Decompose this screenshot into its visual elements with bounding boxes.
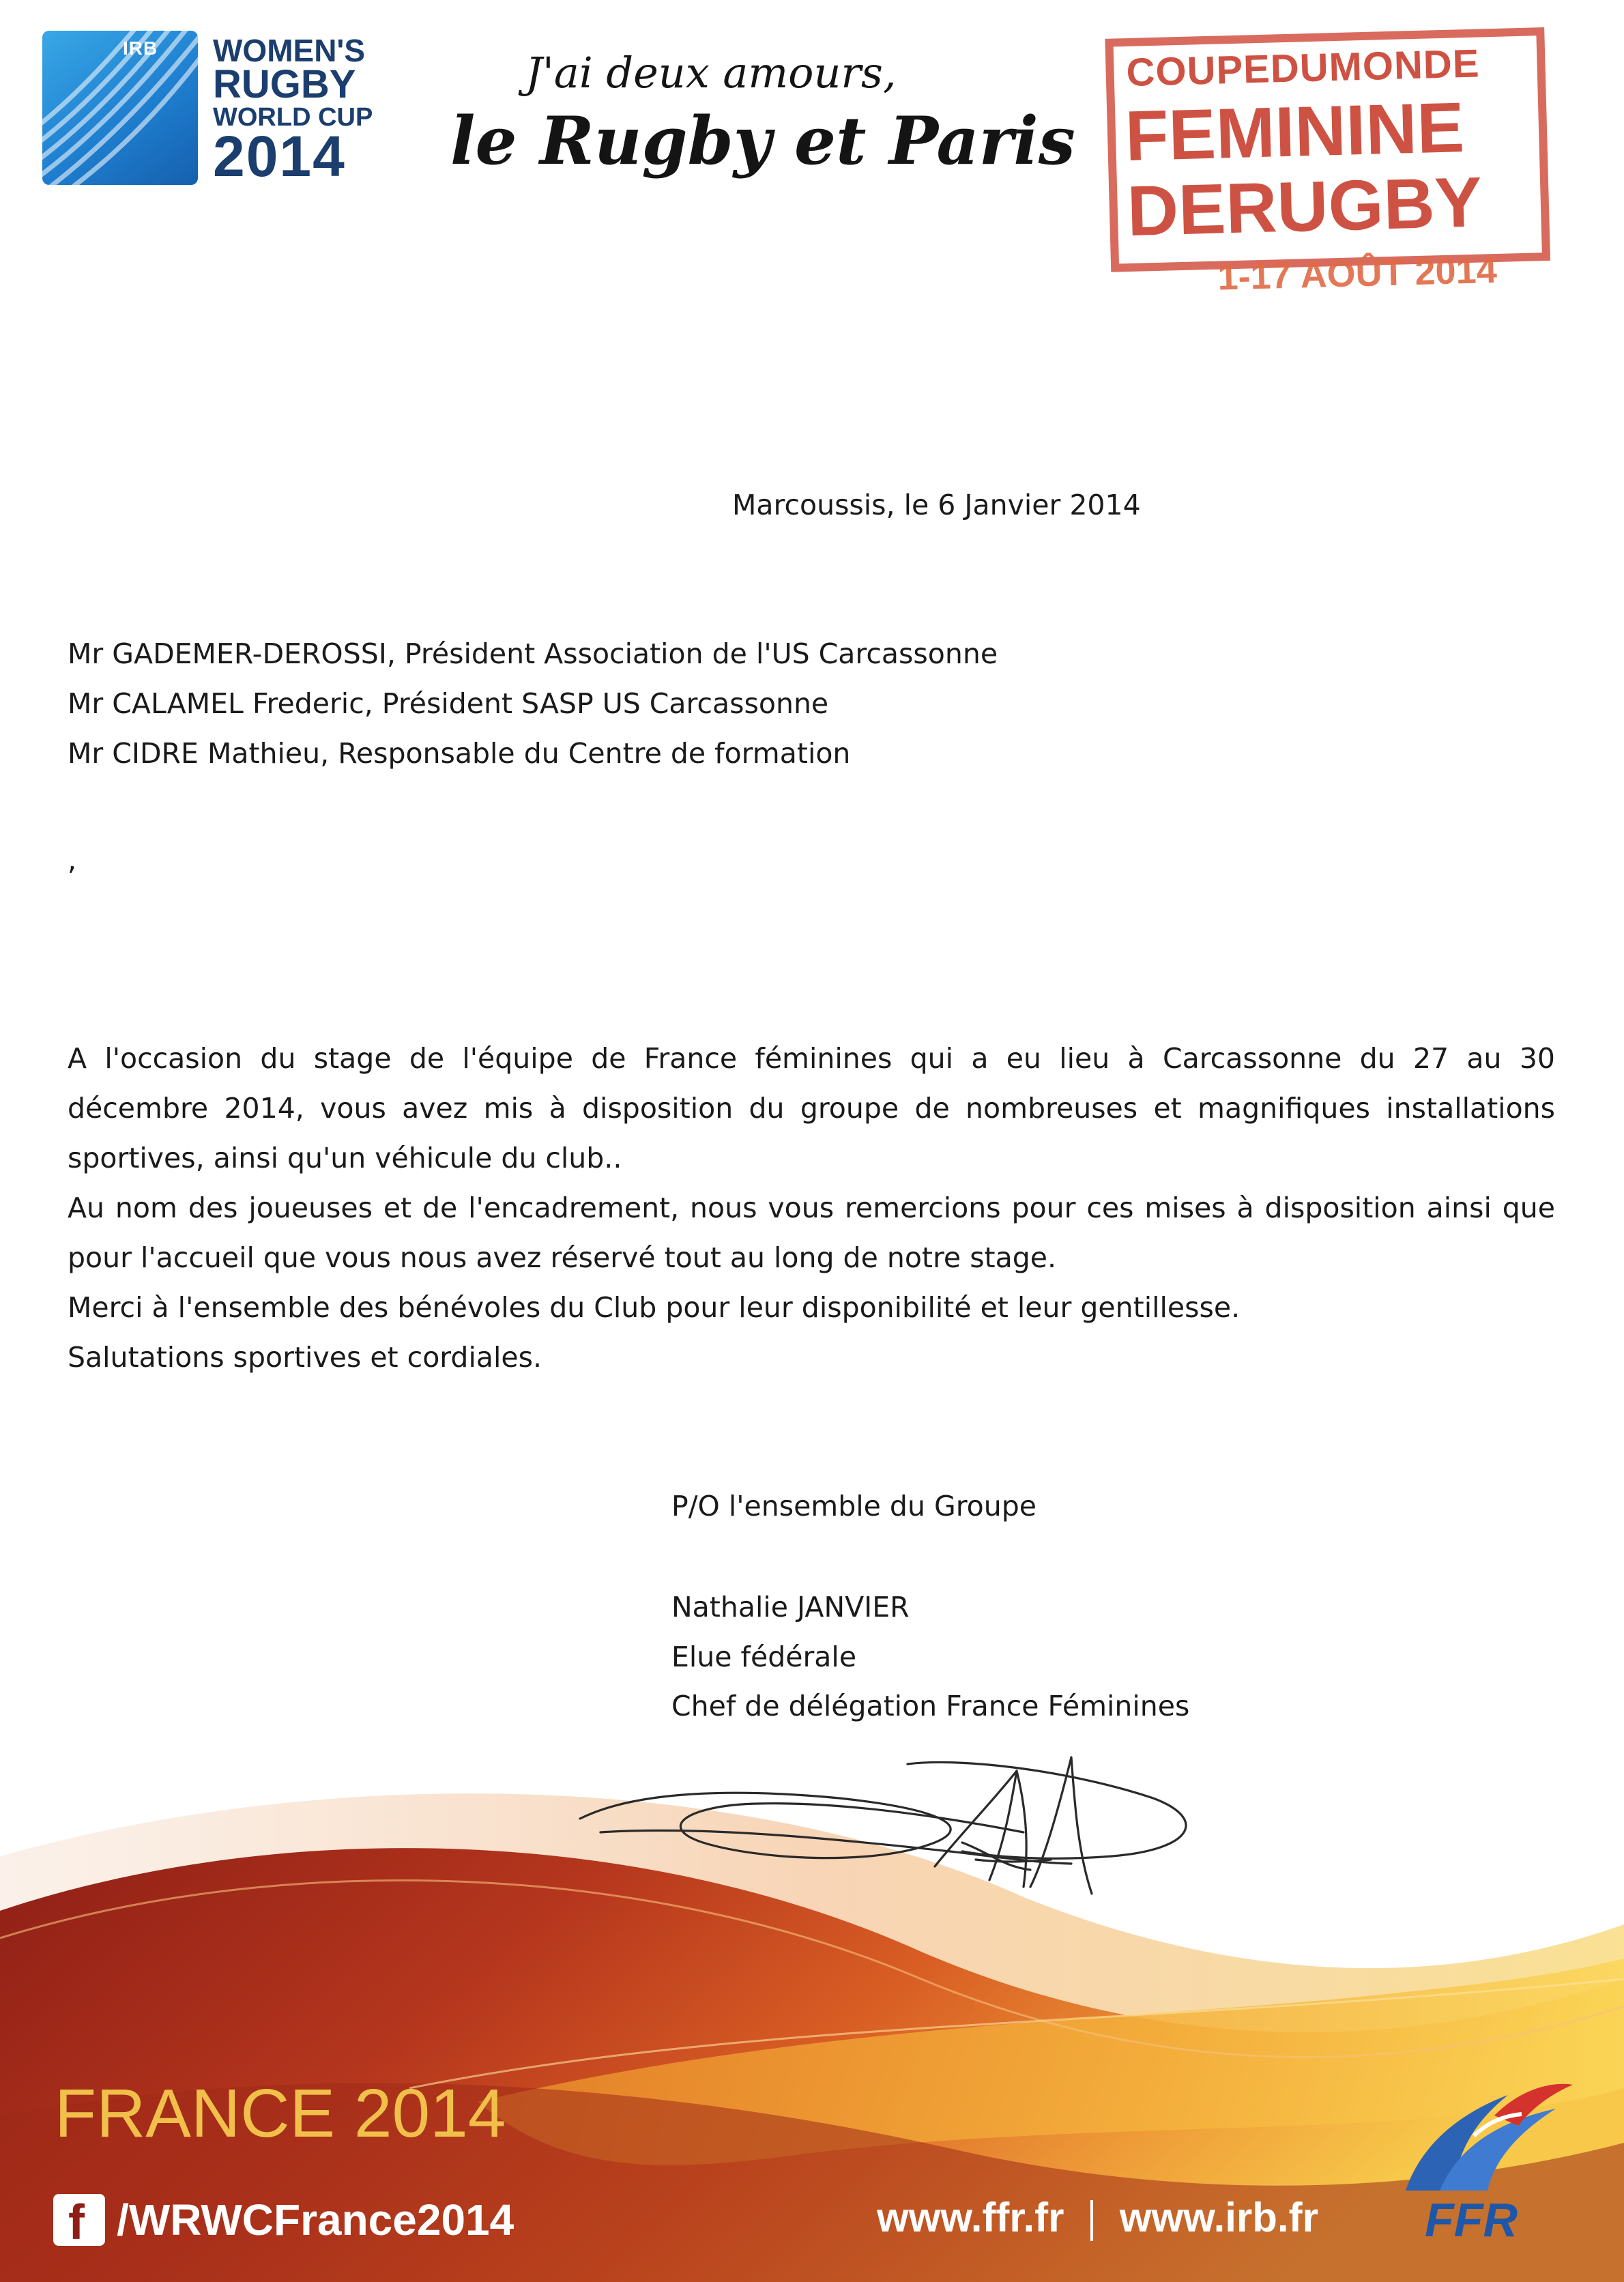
recipient-line: Mr GADEMER-DEROSSI, Président Association de l'US Carcassonne bbox=[68, 637, 998, 670]
body-line: Merci à l'ensemble des bénévoles du Club pour leur disponibilité et leur gentillesse. bbox=[68, 1291, 1241, 1324]
stamp-line-3: DERUGBY bbox=[1126, 162, 1483, 252]
signatory-role: Chef de délégation France Féminines bbox=[671, 1690, 1190, 1722]
irb-logo-line-2: RUGBY bbox=[213, 62, 356, 106]
body-line: pour l'accueil que vous nous avez réservé tout au long de notre stage. bbox=[68, 1241, 1057, 1274]
link-separator bbox=[1090, 2200, 1093, 2241]
body-line: décembre 2014, vous avez mis à disposition du groupe de nombreuses et magnifiques installations bbox=[68, 1092, 1555, 1125]
social-handle: /WRWCFrance2014 bbox=[117, 2195, 514, 2244]
irb-logo-line-1: WOMEN'S bbox=[213, 33, 366, 68]
website-links bbox=[877, 2197, 1318, 2241]
irb-logo-line-4: 2014 bbox=[213, 124, 346, 188]
handwritten-signature bbox=[553, 1723, 1221, 1928]
coupe-du-monde-stamp bbox=[1088, 21, 1586, 298]
body-line: Salutations sportives et cordiales. bbox=[68, 1341, 542, 1374]
stamp-dates: 1-17 AOÛT 2014 bbox=[1217, 249, 1498, 298]
recipient-line: Mr CALAMEL Frederic, Président SASP US Carcassonne bbox=[68, 687, 829, 720]
irb-stripes-graphic bbox=[42, 31, 198, 185]
signatory-title: Elue fédérale bbox=[671, 1641, 857, 1673]
stray-comma: , bbox=[68, 843, 77, 876]
irb-womens-rugby-world-cup-logo bbox=[42, 31, 390, 188]
body-line: Au nom des joueuses et de l'encadrement, nous vous remercions pour ces mises à disposition ainsi que bbox=[68, 1191, 1555, 1224]
slogan bbox=[437, 27, 1075, 205]
ffr-rooster-icon bbox=[1392, 2075, 1576, 2197]
irb-website-link[interactable]: www.irb.fr bbox=[1119, 2195, 1318, 2240]
stamp-line-2: FEMININE bbox=[1124, 88, 1466, 177]
slogan-line-1: J'ai deux amours, bbox=[525, 48, 897, 98]
facebook-icon: f bbox=[53, 2194, 105, 2246]
ffr-website-link[interactable]: www.ffr.fr bbox=[877, 2195, 1064, 2240]
body-line: sportives, ainsi qu'un véhicule du club.. bbox=[68, 1142, 622, 1174]
body-line: A l'occasion du stage de l'équipe de France féminines qui a eu lieu à Carcassonne du 27 au 30 bbox=[68, 1042, 1555, 1075]
stamp-line-1: COUPEDUMONDE bbox=[1125, 41, 1481, 96]
social-link[interactable] bbox=[53, 2194, 514, 2250]
irb-logo-mark bbox=[42, 31, 198, 185]
recipient-line: Mr CIDRE Mathieu, Responsable du Centre de formation bbox=[68, 737, 851, 770]
ffr-logo-text: FFR bbox=[1425, 2193, 1518, 2247]
france-2014-logo: FRANCE 2014 bbox=[55, 2075, 506, 2152]
place-and-date: Marcoussis, le 6 Janvier 2014 bbox=[732, 489, 1141, 521]
letter-body bbox=[68, 1034, 1555, 1383]
irb-logo-line-3: WORLD CUP bbox=[213, 103, 373, 132]
slogan-line-2: le Rugby et Paris bbox=[450, 102, 1075, 179]
signoff: P/O l'ensemble du Groupe bbox=[671, 1490, 1037, 1522]
irb-tag: IRB bbox=[123, 38, 158, 59]
signatory-name: Nathalie JANVIER bbox=[671, 1591, 910, 1623]
